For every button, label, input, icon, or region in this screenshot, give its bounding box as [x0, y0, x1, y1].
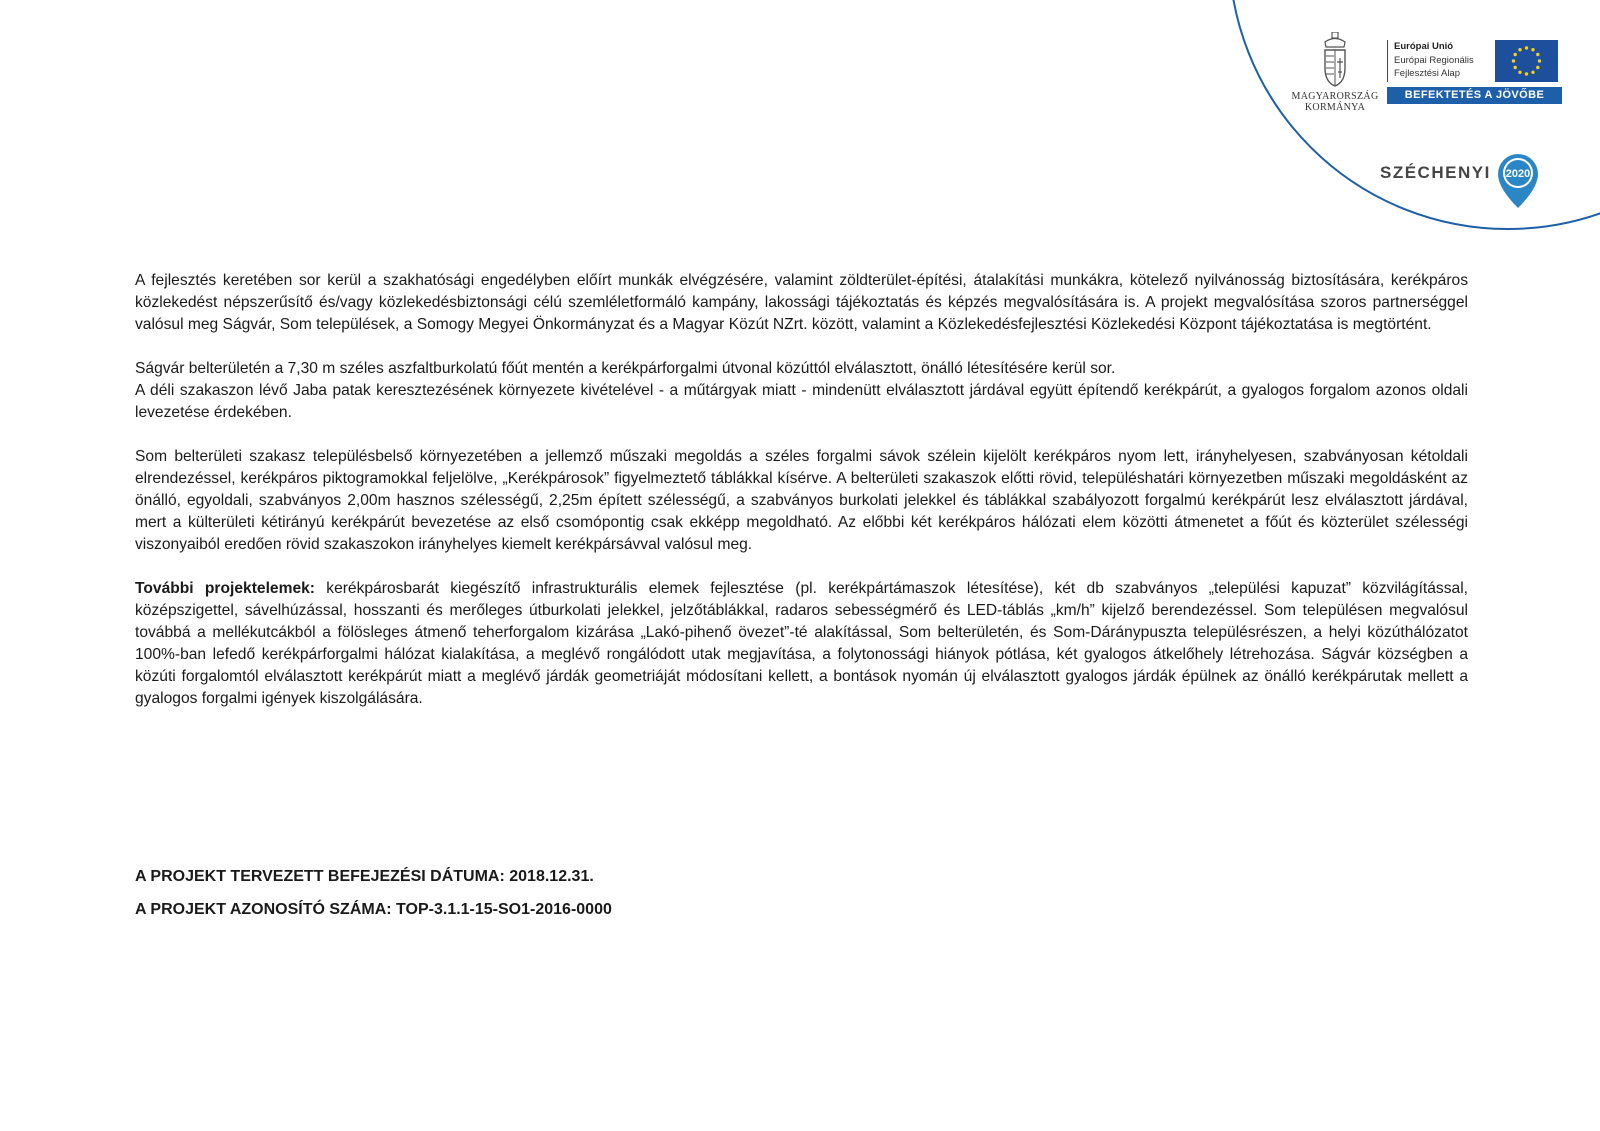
eu-logo-line3: Fejlesztési Alap — [1394, 68, 1461, 79]
project-info — [135, 866, 612, 932]
paragraph-development-scope: A fejlesztés keretében sor kerül a szakhatósági engedélyben előírt munkák elvégzésére, valamint zöldterület-építési, átalakítási munkákra, kötelező nyilvánosság biztosítására, kerékpáros közlekedést népszerűsítő és/vagy közlekedésbiztonsági célú szemléletformáló kampány, lakossági tájékoztatás és képzés megvalósítására is. A projekt megvalósítása szoros partnerséggel valósul meg Ságvár, Som települések, a Somogy Megyei Önkormányzat és a Magyar Közút NZrt. között, valamint a Közlekedésfejlesztési Közlekedési Központ tájékoztatása is megtörtént. — [135, 272, 1468, 333]
project-id: A PROJEKT AZONOSÍTÓ SZÁMA: TOP-3.1.1-15-SO1-2016-0000 — [135, 901, 612, 918]
further-elements-label: További projektelemek: — [135, 580, 315, 597]
further-elements-text: kerékpárosbarát kiegészítő infrastrukturális elemek fejlesztése (pl. kerékpártámaszok létesítése), két db szabványos „települési kapuzat” közvilágítással, középszigettel, sávelhúzással, hosszanti és merőleges útburkolati jelekkel, jelzőtáblákkal, radaros sebességmérő és LED-táblás „km/h” kijelző berendezéssel. Som településen megvalósul továbbá a mellékutcákból a fölösleges átmenő teherforgalom kizárása „Lakó-pihenő övezet”-té alakítással, Som belterületén, és Som-Dáránypuszta településrészen, a helyi közúthálózatot 100%-ban lefedő kerékpárforgalmi hálózat kialakítása, a meglévő rongálódott utak megjavítása, a folytonossági hiányok pótlása, két gyalogos átkelőhely létrehozása. Ságvár községben a közúti forgalomtól elválasztott kerékpárút miatt a meglévő járdák geometriáját módosítani kellett, a bontások nyomán új elválasztott gyalogos járdák épülnek az önálló kerékpárutak mellett a gyalogos forgalmi igények kiszolgálására. — [135, 580, 1468, 707]
hungarian-coat-of-arms-icon — [1320, 32, 1350, 88]
paragraph-further-elements — [135, 578, 1468, 710]
szechenyi-2020-logo — [1380, 152, 1541, 210]
gov-logo-line2: KORMÁNYA — [1304, 102, 1366, 113]
project-end-date: A PROJEKT TERVEZETT BEFEJEZÉSI DÁTUMA: 2018.12.31. — [135, 868, 594, 885]
eu-flag-icon — [1495, 40, 1558, 82]
eu-logo-line1: Európai Unió — [1394, 41, 1454, 52]
szechenyi-badge-icon — [1495, 152, 1541, 210]
paragraph-som-section: Som belterületi szakasz településbelső környezetében a jellemző műszaki megoldás a széles forgalmi sávok szélein kijelölt kerékpáros nyom lett, irányhelyesen, szabványosan kétoldali elrendezéssel, kerékpáros piktogramokkal feljelölve, „Kerékpárosok” figyelmeztető táblákkal kísérve. A belterületi szakaszok előtti rövid, településhatári környezetben műszaki megoldásként az önálló, egyoldali, szabványos 2,00m hasznos szélességű, 2,25m épített szélességű, a szabványos burkolati jelekkel és táblákkal szabályozott forgalmú kerékpárút lesz elválasztott járdával, mert a külterületi kétirányú kerékpárút bevezetése az első csomópontig csak ekképp megoldható. Az előbbi két kerékpáros hálózati elem közötti átmenetet a főút és közterület szélességi viszonyaiból eredően rövid szakaszokon irányhelyes kiemelt kerékpársávval valósul meg. — [135, 448, 1468, 553]
szechenyi-text: SZÉCHENYI — [1380, 163, 1491, 182]
hungarian-government-logo — [1285, 32, 1385, 113]
eu-logo-line2: Európai Regionális — [1394, 54, 1474, 66]
eu-fund-logo — [1387, 40, 1562, 104]
gov-logo-line1: MAGYARORSZÁG — [1291, 91, 1379, 102]
document-body — [135, 270, 1468, 732]
paragraph-sagvar-main-road: Ságvár belterületén a 7,30 m széles aszfaltburkolatú főút mentén a kerékpárforgalmi útvonal közúttól elválasztott, önálló létesítésére kerül sor. — [135, 360, 1116, 377]
paragraph-southern-section: A déli szakaszon lévő Jaba patak keresztezésének környezete kivételével - a műtárgyak miatt - mindenütt elválasztott járdával együtt építendő kerékpárút, a gyalogos forgalom azonos oldali levezetése érdekében. — [135, 382, 1468, 421]
eu-logo-band: BEFEKTETÉS A JÖVŐBE — [1387, 87, 1562, 104]
eu-logo-text — [1387, 40, 1492, 82]
szechenyi-badge-text: 2020 — [1505, 168, 1531, 180]
